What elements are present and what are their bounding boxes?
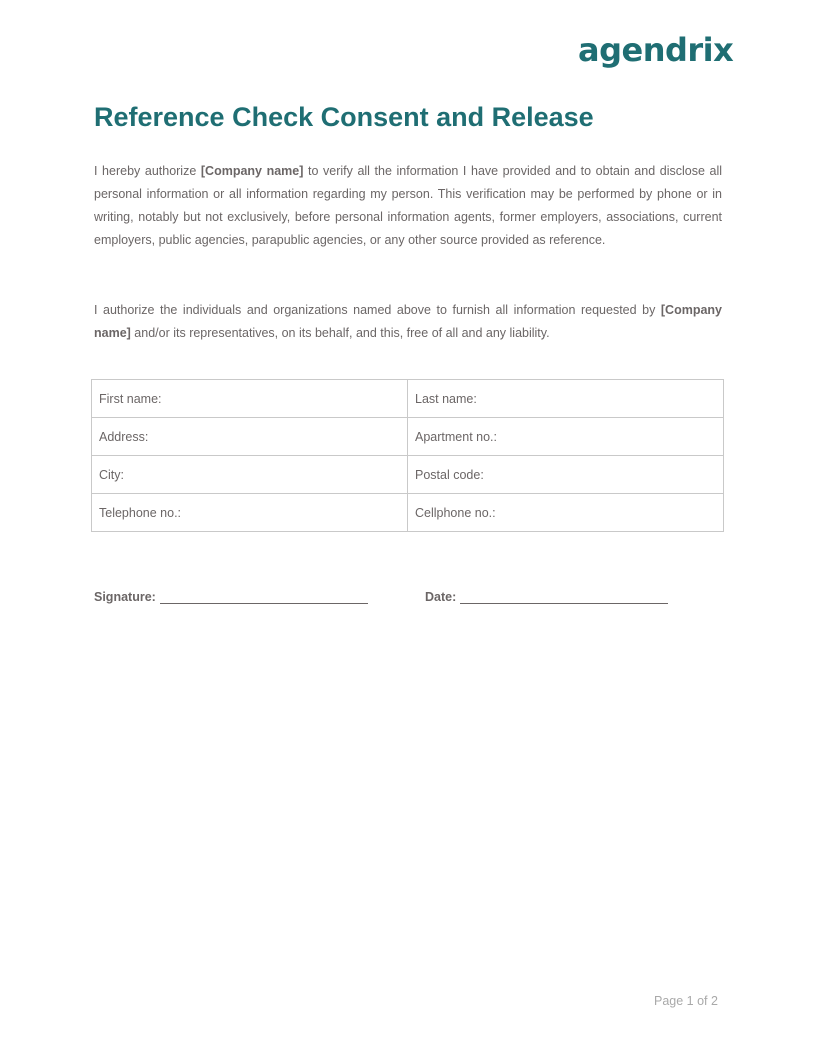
date-block: [425, 589, 668, 604]
release-text-end: and/or its representatives, on its behalf, and this, free of all and any liability.: [130, 326, 550, 340]
document-title: Reference Check Consent and Release: [94, 102, 594, 132]
consent-text-start: I hereby authorize: [94, 164, 201, 178]
consent-text-end: to verify all the information I have provided and to obtain and disclose all personal information or all information regarding my person. This verification may be performed by phone or in writing, notably but not exclusively, before personal information agents, former employers, associations, current employers, public agencies, parapublic agencies, or any other source provided as reference.: [94, 164, 723, 247]
agendrix-logo: agendrix: [578, 31, 734, 69]
release-text-start: I authorize the individuals and organizations named above to furnish all information requested by: [94, 303, 661, 317]
apartment-field[interactable]: Apartment no.:: [408, 418, 724, 456]
postal-code-field[interactable]: Postal code:: [408, 456, 724, 494]
table-row: [92, 380, 724, 418]
release-paragraph: [94, 299, 722, 345]
first-name-field[interactable]: First name:: [92, 380, 408, 418]
company-name-placeholder: [Company name]: [200, 164, 304, 178]
signature-label: Signature:: [94, 590, 156, 604]
date-label: Date:: [425, 590, 457, 604]
address-field[interactable]: Address:: [92, 418, 408, 456]
last-name-field[interactable]: Last name:: [408, 380, 724, 418]
personal-info-table: [91, 379, 724, 532]
telephone-field[interactable]: Telephone no.:: [92, 494, 408, 532]
table-row: [92, 456, 724, 494]
cellphone-field[interactable]: Cellphone no.:: [408, 494, 724, 532]
table-row: [92, 494, 724, 532]
company-name-placeholder: [Company name]: [94, 303, 722, 340]
signature-line[interactable]: [160, 589, 368, 604]
date-line[interactable]: [460, 589, 668, 604]
signature-block: [94, 589, 368, 604]
page-number: Page 1 of 2: [654, 994, 718, 1008]
city-field[interactable]: City:: [92, 456, 408, 494]
consent-paragraph: [94, 160, 722, 252]
table-row: [92, 418, 724, 456]
